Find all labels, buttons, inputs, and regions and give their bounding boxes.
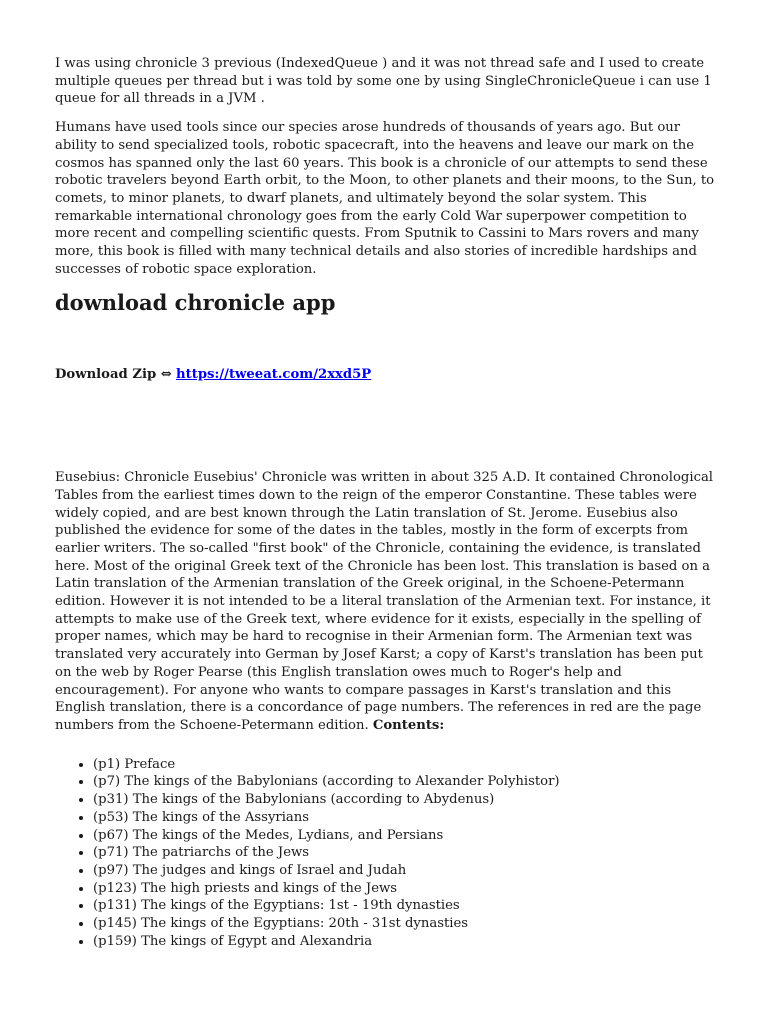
humans-paragraph: Humans have used tools since our species arose hundreds of thousands of years ago. But our ability to send specialized tools, robotic spacecraft, into the heavens and leave our mark on the cosmos has spanned only the last 60 years. This book is a chronicle of our attempts to send these robotic travelers beyond Earth orbit, to the Moon, to other planets and their moons, to the Sun, to comets, to minor planets, to dwarf planets, and ultimately beyond the solar system. This remarkable international chronology goes from the early Cold War superpower competition to more recent and compelling scientific quests. From Sputnik to Cassini to Mars rovers and many more, this book is filled with many technical details and also stories of incredible hardships and successes of robotic space exploration. — [55, 120, 715, 277]
intro-paragraph: I was using chronicle 3 previous (IndexedQueue ) and it was not thread safe and I used to create multiple queues per thread but i was told by some one by using SingleChronicleQueue i can use 1 queue for all threads in a JVM . — [55, 56, 712, 107]
list-item: • (p7) The kings of the Babylonians (according to Alexander Polyhistor) — [93, 773, 715, 791]
list-item: • (p71) The patriarchs of the Jews — [93, 844, 715, 862]
eusebius-text: Eusebius: Chronicle Eusebius' Chronicle was written in about 325 A.D. It contained Chronological Tables from the earliest times down to the reign of the emperor Constantine. These tables were widely copied, and are best known through the Latin translation of St. Jerome. Eusebius also published the evidence for some of the dates in the tables, mostly in the form of excerpts from earlier writers. The so-called "first book" of the Chronicle, containing the evidence, is translated here. Most of the original Greek text of the Chronicle has been lost. This translation is based on a Latin translation of the Armenian translation of the Greek original, in the Schoene-Petermann edition. However it is not intended to be a literal translation of the Armenian text. For instance, it attempts to make use of the Greek text, where evidence for it exists, especially in the spelling of proper names, which may be hard to recognise in their Armenian form. The Armenian text was translated very accurately into German by Josef Karst; a copy of Karst's translation has been put on the web by Roger Pearse (this English translation owes much to Roger's help and encouragement). For anyone who wants to compare passages in Karst's translation and this English translation, there is a concordance of page numbers. The references in red are the page numbers from the Schoene-Petermann edition. — [55, 470, 714, 733]
list-item: • (p97) The judges and kings of Israel and Judah — [93, 862, 715, 880]
section-heading: download chronicle app — [55, 290, 336, 316]
list-item: • (p131) The kings of the Egyptians: 1st - 19th dynasties — [93, 897, 715, 915]
list-item: • (p159) The kings of Egypt and Alexandria — [93, 933, 715, 951]
document-page — [55, 55, 715, 950]
list-item: • (p53) The kings of the Assyrians — [93, 809, 715, 827]
list-item: • (p1) Preface — [93, 756, 715, 774]
list-item: • (p67) The kings of the Medes, Lydians, and Persians — [93, 827, 715, 845]
contents-label: Contents: — [372, 717, 445, 733]
list-item: • (p31) The kings of the Babylonians (according to Abydenus) — [93, 791, 715, 809]
list-item: • (p145) The kings of the Egyptians: 20th - 31st dynasties — [93, 915, 715, 933]
download-link[interactable]: https://tweeat.com/2xxd5P — [176, 367, 372, 383]
list-item: • (p123) The high priests and kings of the Jews — [93, 880, 715, 898]
download-label: Download Zip ⇔ — [55, 367, 172, 383]
download-line — [55, 366, 715, 384]
eusebius-paragraph — [55, 469, 715, 735]
contents-list — [55, 756, 715, 951]
